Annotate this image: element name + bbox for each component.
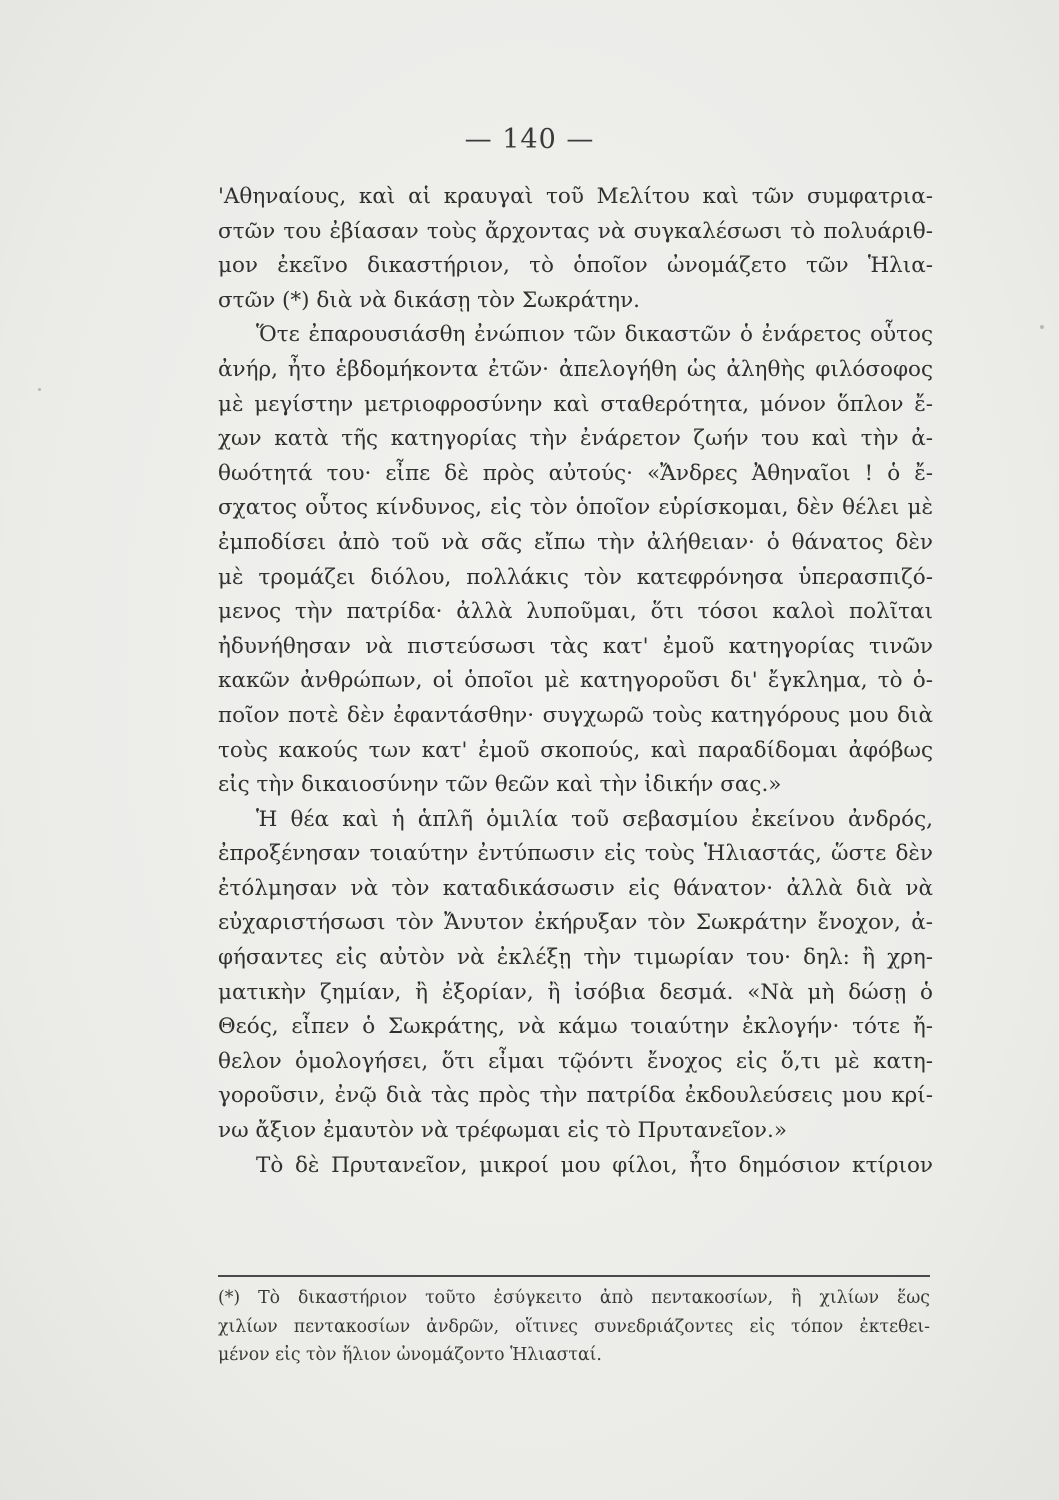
body-text	[218, 180, 933, 1183]
text-line: 'Αθηναίους, καὶ αἱ κραυγαὶ τοῦ Μελίτου καὶ τῶν συμφατρια-	[218, 184, 933, 209]
text-line: σχατος οὗτος κίνδυνος, εἰς τὸν ὁποῖον εὑρίσκομαι, δὲν θέλει μὲ	[218, 495, 933, 521]
text-line: νω ἄξιον ἐμαυτὸν νὰ τρέφωμαι εἰς τὸ Πρυτανεῖον.»	[218, 1118, 787, 1144]
text-line: ματικὴν ζημίαν, ἢ ἐξορίαν, ἢ ἰσόβια δεσμά. «Νὰ μὴ δώσῃ ὁ	[218, 979, 933, 1005]
footnote	[218, 1284, 930, 1370]
text-line: Ὅτε ἐπαρουσιάσθη ἐνώπιον τῶν δικαστῶν ὁ ἐνάρετος οὗτος	[256, 322, 933, 348]
text-line: γοροῦσιν, ἐνῷ διὰ τὰς πρὸς τὴν πατρίδα ἐκδουλεύσεις μου κρί-	[218, 1083, 933, 1109]
text-line: μὲ τρομάζει διόλου, πολλάκις τὸν κατεφρόνησα ὑπερασπιζό-	[218, 564, 933, 590]
text-line: εἰς τὴν δικαιοσύνην τῶν θεῶν καὶ τὴν ἰδικήν σας.»	[218, 772, 782, 798]
footnote-line: χιλίων πεντακοσίων ἀνδρῶν, οἵτινες συνεδριάζοντες εἰς τόπον ἐκτεθει-	[218, 1316, 930, 1337]
paper-speck	[1040, 325, 1044, 329]
text-line: στῶν (*) διὰ νὰ δικάσῃ τὸν Σωκράτην.	[218, 287, 640, 313]
footnote-line: μένον εἰς τὸν ἥλιον ὠνομάζοντο Ἡλιασταί.	[218, 1345, 602, 1365]
text-line: θωότητά του· εἶπε δὲ πρὸς αὐτούς· «Ἄνδρες Ἀθηναῖοι ! ὁ ἔ-	[218, 460, 933, 486]
text-line: φήσαντες εἰς αὐτὸν νὰ ἐκλέξῃ τὴν τιμωρίαν του· δηλ: ἢ χρη-	[218, 945, 933, 971]
paper-speck	[38, 388, 41, 391]
text-line: ἐπροξένησαν τοιαύτην ἐντύπωσιν εἰς τοὺς Ἡλιαστάς, ὥστε δὲν	[218, 841, 933, 867]
text-line: χων κατὰ τῆς κατηγορίας τὴν ἐνάρετον ζωήν του καὶ τὴν ἀ-	[218, 426, 933, 452]
text-line: ἀνήρ, ἦτο ἑβδομήκοντα ἐτῶν· ἀπελογήθη ὡς ἀληθὴς φιλόσοφος	[218, 356, 933, 382]
text-line: μὲ μεγίστην μετριοφροσύνην καὶ σταθερότητα, μόνον ὅπλον ἔ-	[218, 391, 933, 417]
footnote-line: (*) Τὸ δικαστήριον τοῦτο ἐσύγκειτο ἀπὸ πεντακοσίων, ἢ χιλίων ἕως	[218, 1288, 930, 1308]
footnote-divider	[218, 1275, 930, 1277]
text-line: θελον ὁμολογήσει, ὅτι εἶμαι τῷόντι ἔνοχος εἰς ὅ,τι μὲ κατη-	[218, 1048, 933, 1074]
text-line: ἐμποδίσει ἀπὸ τοῦ νὰ σᾶς εἴπω τὴν ἀλήθειαν· ὁ θάνατος δὲν	[218, 529, 933, 555]
text-line: τοὺς κακούς των κατ' ἐμοῦ σκοπούς, καὶ παραδίδομαι ἀφόβως	[218, 737, 933, 763]
text-line: μον ἐκεῖνο δικαστήριον, τὸ ὁποῖον ὠνομάζετο τῶν Ἡλια-	[218, 253, 933, 279]
text-line: Ἡ θέα καὶ ἡ ἁπλῆ ὁμιλία τοῦ σεβασμίου ἐκείνου ἀνδρός,	[256, 806, 933, 832]
text-line: Θεός, εἶπεν ὁ Σωκράτης, νὰ κάμω τοιαύτην ἐκλογήν· τότε ἤ-	[218, 1014, 933, 1040]
text-line: ἐτόλμησαν νὰ τὸν καταδικάσωσιν εἰς θάνατον· ἀλλὰ διὰ νὰ	[218, 875, 933, 901]
text-line: ἠδυνήθησαν νὰ πιστεύσωσι τὰς κατ' ἐμοῦ κατηγορίας τινῶν	[218, 633, 933, 659]
page-number: — 140 —	[464, 124, 595, 155]
text-line: ποῖον ποτὲ δὲν ἐφαντάσθην· συγχωρῶ τοὺς κατηγόρους μου διὰ	[218, 702, 933, 728]
text-line: κακῶν ἀνθρώπων, οἱ ὁποῖοι μὲ κατηγοροῦσι δι' ἔγκλημα, τὸ ὁ-	[218, 668, 933, 694]
text-line: Τὸ δὲ Πρυτανεῖον, μικροί μου φίλοι, ἦτο δημόσιον κτίριον	[256, 1152, 933, 1178]
text-line: εὐχαριστήσωσι τὸν Ἄνυτον ἐκήρυξαν τὸν Σωκράτην ἔνοχον, ἀ-	[218, 910, 933, 936]
text-line: μενος τὴν πατρίδα· ἀλλὰ λυποῦμαι, ὅτι τόσοι καλοὶ πολῖται	[218, 599, 933, 625]
text-line: στῶν του ἐβίασαν τοὺς ἄρχοντας νὰ συγκαλέσωσι τὸ πολυάριθ-	[218, 218, 933, 244]
